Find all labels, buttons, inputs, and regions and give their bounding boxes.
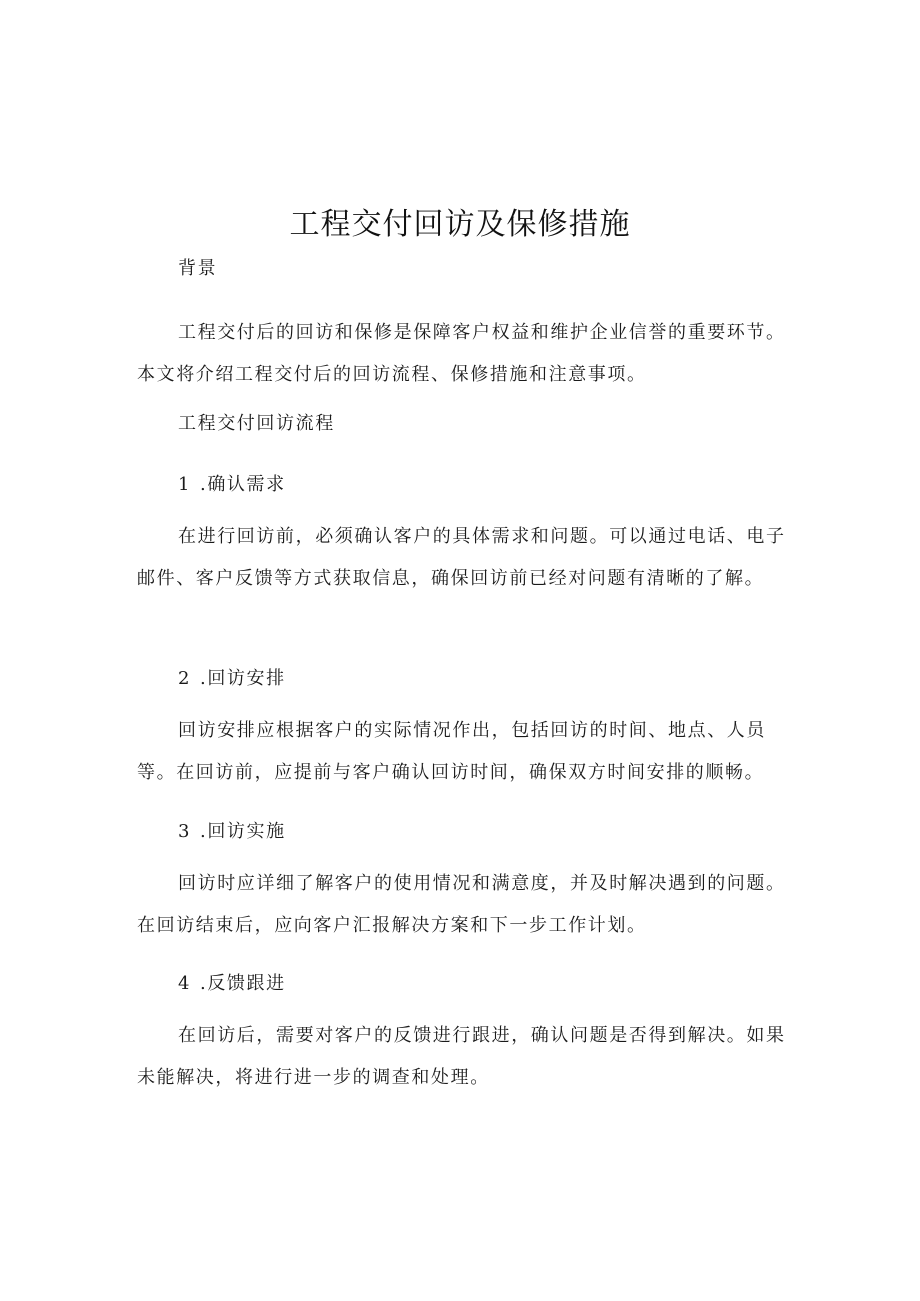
step-1-title: .确认需求 bbox=[200, 474, 286, 495]
step-3-title: .回访实施 bbox=[200, 821, 286, 842]
step-2-heading bbox=[178, 658, 286, 700]
step-4-body: 在回访后，需要对客户的反馈进行跟进，确认问题是否得到解决。如果未能解决，将进行进一步的调查和处理。 bbox=[137, 1025, 786, 1088]
step-3-heading bbox=[178, 811, 286, 853]
step-2-body: 回访安排应根据客户的实际情况作出，包括回访的时间、地点、人员等。在回访前，应提前与客户确认回访时间，确保双方时间安排的顺畅。 bbox=[137, 720, 766, 783]
document-title: 工程交付回访及保修措施 bbox=[289, 207, 631, 242]
background-heading: 背景 bbox=[178, 258, 218, 279]
step-4-number: 4 bbox=[178, 973, 192, 994]
step-1-body: 在进行回访前，必须确认客户的具体需求和问题。可以通过电话、电子邮件、客户反馈等方式获取信息，确保回访前已经对问题有清晰的了解。 bbox=[137, 526, 786, 589]
step-4-heading bbox=[178, 963, 286, 1005]
step-1-heading bbox=[178, 464, 286, 506]
step-3-number: 3 bbox=[178, 821, 192, 842]
step-2-title: .回访安排 bbox=[200, 668, 286, 689]
step-4-title: .反馈跟进 bbox=[200, 973, 286, 994]
step-1-number: 1 bbox=[178, 474, 192, 495]
process-heading: 工程交付回访流程 bbox=[178, 413, 335, 434]
intro-paragraph: 工程交付后的回访和保修是保障客户权益和维护企业信誉的重要环节。本文将介绍工程交付后的回访流程、保修措施和注意事项。 bbox=[137, 322, 786, 385]
step-3-body: 回访时应详细了解客户的使用情况和满意度，并及时解决遇到的问题。在回访结束后，应向客户汇报解决方案和下一步工作计划。 bbox=[137, 873, 786, 936]
step-2-number: 2 bbox=[178, 668, 192, 689]
